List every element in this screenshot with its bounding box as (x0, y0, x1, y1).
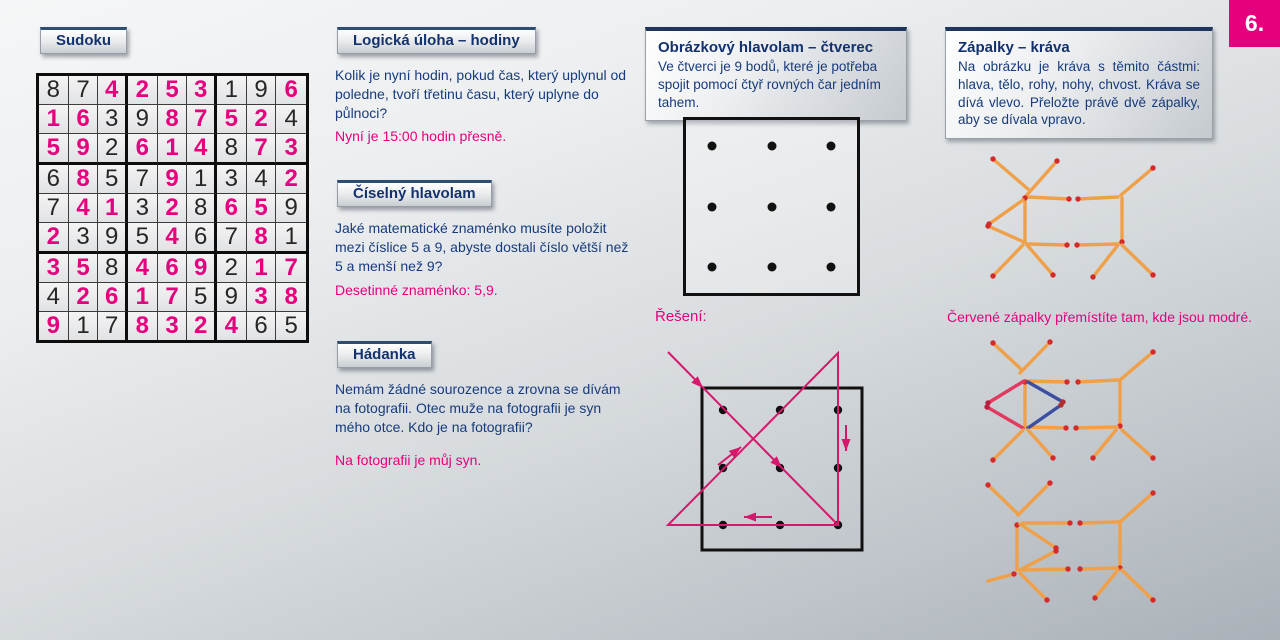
clock-puzzle-title-button: Logická úloha – hodiny (337, 27, 536, 54)
sudoku-cell: 3 (217, 165, 247, 194)
matches-hint: Červené zápalky přemístíte tam, kde jsou modré. (947, 309, 1253, 325)
sudoku-cell: 1 (98, 194, 128, 223)
sudoku-cell: 6 (276, 76, 306, 105)
sudoku-cell: 4 (128, 254, 158, 283)
matchstick-icon (1018, 483, 1050, 515)
riddle-answer: Na fotografii je můj syn. (335, 452, 482, 468)
matchstick-tip-icon (1150, 349, 1155, 354)
matchstick-icon (993, 430, 1023, 460)
matchstick-tip-icon (1150, 597, 1155, 602)
sudoku-cell: 4 (276, 105, 306, 134)
sudoku-cell: 4 (187, 134, 217, 165)
sudoku-cell: 8 (98, 254, 128, 283)
sudoku-cell: 1 (158, 134, 188, 165)
dot-icon (827, 141, 836, 150)
matchstick-tip-icon (1047, 480, 1052, 485)
arrow-icon (744, 513, 756, 522)
sudoku-cell: 2 (187, 312, 217, 340)
matchstick-icon (987, 407, 1023, 428)
matchstick-tip-icon (985, 223, 990, 228)
arrow-icon (842, 439, 851, 451)
matchstick-icon (1076, 427, 1117, 428)
sudoku-cell: 2 (158, 194, 188, 223)
sudoku-cell: 7 (276, 254, 306, 283)
matchstick-tip-icon (1092, 595, 1097, 600)
sudoku-cell: 9 (158, 165, 188, 194)
sudoku-cell: 4 (247, 165, 277, 194)
matchstick-icon (1027, 245, 1053, 275)
matchstick-icon (1020, 342, 1050, 373)
dot-icon (827, 202, 836, 211)
matches-figure-initial (945, 140, 1165, 290)
matchstick-icon (1020, 551, 1056, 570)
matches-figure-solution (945, 470, 1165, 610)
matchstick-icon (988, 574, 1014, 581)
matchstick-tip-icon (990, 457, 995, 462)
matchstick-tip-icon (1011, 571, 1016, 576)
sudoku-cell: 2 (276, 165, 306, 194)
sudoku-cell: 9 (69, 134, 99, 165)
matchstick-tip-icon (1066, 196, 1071, 201)
matchstick-tip-icon (1090, 274, 1095, 279)
sudoku-cell: 4 (158, 223, 188, 254)
sudoku-cell: 7 (247, 134, 277, 165)
sudoku-cell: 8 (217, 134, 247, 165)
sudoku-cell: 5 (247, 194, 277, 223)
matchstick-icon (1093, 430, 1116, 458)
matchstick-icon (1078, 197, 1118, 199)
sudoku-cell: 5 (187, 283, 217, 312)
matchstick-icon (1122, 570, 1153, 600)
sudoku-cell: 8 (128, 312, 158, 340)
sudoku-cell: 3 (98, 105, 128, 134)
matchstick-icon (1122, 430, 1153, 458)
matches-title: Zápalky – kráva (958, 39, 1070, 56)
sudoku-cell: 9 (187, 254, 217, 283)
riddle-question: Nemám žádné sourozence a zrovna se dívám na fotografii. Otec muže na fotografii je syn mého otce. Kdo je na fotografii? (335, 381, 621, 435)
sudoku-cell: 4 (98, 76, 128, 105)
sudoku-cell: 6 (187, 223, 217, 254)
sudoku-cell: 6 (247, 312, 277, 340)
matches-info-box (945, 27, 1213, 139)
matchstick-icon (993, 159, 1028, 189)
sudoku-cell: 7 (217, 223, 247, 254)
sudoku-cell: 7 (158, 283, 188, 312)
sudoku-cell: 9 (247, 76, 277, 105)
matchstick-tip-icon (1065, 566, 1070, 571)
matchstick-tip-icon (1050, 272, 1055, 277)
matchstick-icon (1120, 493, 1153, 522)
matchstick-tip-icon (1064, 379, 1069, 384)
dot-icon (707, 263, 716, 272)
sudoku-cell: 3 (158, 312, 188, 340)
page-number-badge: 6. (1229, 0, 1280, 47)
sudoku-cell: 8 (69, 165, 99, 194)
sudoku-cell: 7 (128, 165, 158, 194)
matchstick-tip-icon (1044, 597, 1049, 602)
sudoku-cell: 1 (187, 165, 217, 194)
sudoku-cell: 8 (276, 283, 306, 312)
sudoku-cell: 1 (39, 105, 69, 134)
sudoku-cell: 2 (39, 223, 69, 254)
matchstick-tip-icon (990, 273, 995, 278)
sudoku-cell: 1 (128, 283, 158, 312)
nine-dots-title: Obrázkový hlavolam – čtverec (658, 39, 874, 56)
sudoku-cell: 2 (247, 105, 277, 134)
sudoku-cell: 9 (128, 105, 158, 134)
matchstick-tip-icon (1150, 165, 1155, 170)
sudoku-cell: 2 (128, 76, 158, 105)
sudoku-cell: 4 (69, 194, 99, 223)
sudoku-cell: 5 (158, 76, 188, 105)
number-puzzle-answer: Desetinné znaménko: 5,9. (335, 282, 498, 298)
matchstick-tip-icon (1053, 548, 1058, 553)
matchstick-tip-icon (1075, 379, 1080, 384)
sudoku-cell: 6 (39, 165, 69, 194)
matchstick-icon (1080, 522, 1118, 523)
sudoku-cell: 3 (247, 283, 277, 312)
matchstick-tip-icon (990, 340, 995, 345)
sudoku-cell: 7 (39, 194, 69, 223)
matchstick-icon (1023, 569, 1068, 570)
matchstick-icon (1020, 573, 1047, 600)
sudoku-cell: 5 (276, 312, 306, 340)
sudoku-cell: 7 (69, 76, 99, 105)
sudoku-cell: 8 (39, 76, 69, 105)
dot-icon (767, 263, 776, 272)
sudoku-title-button: Sudoku (40, 27, 127, 54)
sudoku-cell: 3 (128, 194, 158, 223)
matchstick-icon (1028, 405, 1061, 428)
sudoku-cell: 8 (158, 105, 188, 134)
matchstick-tip-icon (1150, 455, 1155, 460)
number-puzzle-question: Jaké matematické znaménko musíte položit mezi číslice 5 a 9, abyste dostali číslo větší než 5 a menší než 9? (335, 220, 629, 274)
sudoku-cell: 1 (247, 254, 277, 283)
sudoku-cell: 9 (39, 312, 69, 340)
matchstick-tip-icon (1077, 520, 1082, 525)
matchstick-icon (993, 343, 1022, 370)
matchstick-icon (1122, 245, 1153, 275)
sudoku-cell: 1 (217, 76, 247, 105)
matchstick-tip-icon (1150, 490, 1155, 495)
sudoku-cell: 5 (69, 254, 99, 283)
sudoku-cell: 6 (158, 254, 188, 283)
dot-icon (707, 202, 716, 211)
dot-icon (827, 263, 836, 272)
dot-icon (767, 141, 776, 150)
matchstick-tip-icon (1054, 158, 1059, 163)
sudoku-cell: 5 (217, 105, 247, 134)
sudoku-cell: 5 (98, 165, 128, 194)
matchstick-tip-icon (1075, 196, 1080, 201)
matchstick-icon (1078, 380, 1118, 382)
sudoku-cell: 9 (217, 283, 247, 312)
nine-dots-square (683, 117, 860, 296)
matchstick-icon (1093, 245, 1118, 277)
sudoku-cell: 5 (39, 134, 69, 165)
matchstick-tip-icon (1064, 242, 1069, 247)
matchstick-tip-icon (984, 404, 989, 409)
sudoku-cell: 5 (128, 223, 158, 254)
matchstick-tip-icon (1063, 425, 1068, 430)
sudoku-cell: 6 (128, 134, 158, 165)
sudoku-cell: 8 (187, 194, 217, 223)
matchstick-icon (1020, 524, 1056, 548)
matchstick-tip-icon (1090, 455, 1095, 460)
matches-figure-move (945, 335, 1165, 470)
sudoku-cell: 6 (217, 194, 247, 223)
clock-puzzle-question: Kolik je nyní hodin, pokud čas, který uplynul od poledne, tvoří třetinu času, který uplyne do půlnoci? (335, 67, 627, 121)
matchstick-tip-icon (1047, 339, 1052, 344)
sudoku-cell: 4 (39, 283, 69, 312)
sudoku-cell: 2 (69, 283, 99, 312)
matchstick-icon (1121, 168, 1153, 195)
riddle-title-button: Hádanka (337, 341, 432, 368)
matchstick-icon (1027, 197, 1069, 199)
sudoku-cell: 3 (276, 134, 306, 165)
matchstick-icon (988, 485, 1017, 513)
matchstick-icon (1095, 570, 1118, 598)
sudoku-cell: 1 (69, 312, 99, 340)
nine-dots-info-box (645, 27, 907, 121)
matchstick-icon (993, 245, 1023, 276)
sudoku-cell: 9 (276, 194, 306, 223)
sudoku-cell: 3 (69, 223, 99, 254)
matchstick-tip-icon (990, 156, 995, 161)
sudoku-cell: 3 (187, 76, 217, 105)
sudoku-cell: 6 (98, 283, 128, 312)
matchstick-icon (1077, 244, 1118, 245)
nine-dots-solution-figure (640, 335, 930, 575)
nine-dots-description: Ve čtverci je 9 bodů, které je potřeba spojit pomocí čtyř rovných čar jedním tahem. (658, 59, 881, 110)
matchstick-icon (1028, 430, 1053, 458)
sudoku-cell: 9 (98, 223, 128, 254)
matchstick-tip-icon (1074, 242, 1079, 247)
matchstick-icon (989, 200, 1023, 224)
sudoku-grid (36, 73, 309, 343)
matchstick-icon (988, 226, 1024, 242)
matchstick-tip-icon (1077, 566, 1082, 571)
sudoku-cell: 8 (247, 223, 277, 254)
matchstick-icon (1025, 381, 1067, 382)
sudoku-cell: 6 (69, 105, 99, 134)
dot-icon (767, 202, 776, 211)
matchstick-icon (988, 381, 1024, 403)
sudoku-cell: 7 (187, 105, 217, 134)
nine-dots-solution-label: Řešení: (655, 308, 707, 325)
matchstick-icon (1028, 382, 1063, 402)
matchstick-tip-icon (1058, 402, 1063, 407)
matchstick-tip-icon (1067, 520, 1072, 525)
matchstick-tip-icon (1150, 272, 1155, 277)
matchstick-icon (1026, 161, 1057, 196)
matchstick-icon (1027, 244, 1067, 245)
matchstick-tip-icon (1073, 425, 1078, 430)
sudoku-cell: 1 (276, 223, 306, 254)
matchstick-icon (1080, 568, 1117, 569)
sudoku-cell: 2 (98, 134, 128, 165)
number-puzzle-title-button: Číselný hlavolam (337, 180, 492, 207)
sudoku-cell: 3 (39, 254, 69, 283)
matchstick-tip-icon (985, 482, 990, 487)
sudoku-cell: 4 (217, 312, 247, 340)
clock-puzzle-answer: Nyní je 15:00 hodin přesně. (335, 128, 507, 144)
sudoku-cell: 2 (217, 254, 247, 283)
sudoku-cell: 7 (98, 312, 128, 340)
matchstick-icon (1120, 352, 1153, 380)
dot-icon (707, 141, 716, 150)
matchstick-tip-icon (1050, 455, 1055, 460)
matches-description: Na obrázku je kráva s těmito částmi: hlava, tělo, rohy, nohy, chvost. Kráva se dívá vlevo. Přeložte právě dvě zápalky, aby se dívala vpravo. (958, 59, 1200, 128)
